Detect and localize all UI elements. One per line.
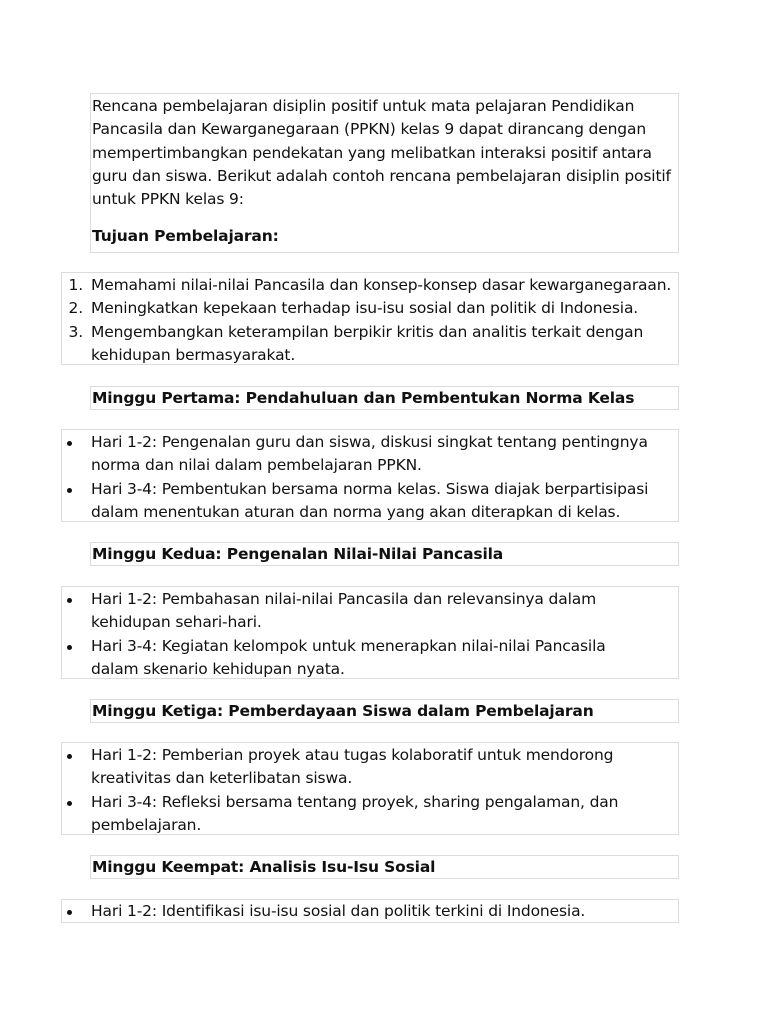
- week-3-heading: [90, 699, 679, 723]
- bullet-icon: [67, 754, 72, 759]
- list-item: 1. Memahami nilai-nilai Pancasila dan konsep-konsep dasar kewarganegaraan.: [68, 276, 672, 294]
- week-1-heading: [90, 386, 679, 410]
- section-heading: Minggu Pertama: Pendahuluan dan Pembentukan Norma Kelas: [92, 389, 635, 407]
- intro-section: [90, 93, 679, 253]
- section-heading: Minggu Ketiga: Pemberdayaan Siswa dalam Pembelajaran: [92, 702, 594, 720]
- week-2-list: [61, 586, 679, 679]
- list-item: Hari 1-2: Identifikasi isu-isu sosial dan politik terkini di Indonesia.: [62, 900, 678, 923]
- list-item: Hari 1-2: Pemberian proyek atau tugas kolaboratif untuk mendorong kreativitas dan keterlibatan siswa.: [62, 744, 678, 791]
- list-item: Hari 3-4: Refleksi bersama tentang proyek, sharing pengalaman, dan pembelajaran.: [62, 791, 678, 838]
- week-2-heading: [90, 542, 679, 566]
- week-4-list: [61, 899, 679, 923]
- bullet-icon: [67, 645, 72, 650]
- bullet-icon: [67, 488, 72, 493]
- list-item: Hari 1-2: Pembahasan nilai-nilai Pancasila dan relevansinya dalam kehidupan sehari-hari.: [62, 588, 678, 635]
- list-item: Hari 3-4: Kegiatan kelompok untuk menerapkan nilai-nilai Pancasila dalam skenario kehidupan nyata.: [62, 635, 678, 682]
- goals-list: [61, 272, 679, 365]
- week-3-list: [61, 742, 679, 835]
- list-item: Hari 1-2: Pengenalan guru dan siswa, diskusi singkat tentang pentingnya norma dan nilai dalam pembelajaran PPKN.: [62, 431, 678, 478]
- list-item: 2. Meningkatkan kepekaan terhadap isu-isu sosial dan politik di Indonesia.: [68, 299, 639, 318]
- bullet-icon: [67, 441, 72, 446]
- goals-heading: Tujuan Pembelajaran:: [92, 227, 279, 246]
- bullet-icon: [67, 801, 72, 806]
- week-1-list: [61, 429, 679, 522]
- week-4-heading: [90, 855, 679, 879]
- list-item: Hari 3-4: Pembentukan bersama norma kelas. Siswa diajak berpartisipasi dalam menentukan aturan dan norma yang akan diterapkan di kelas.: [62, 478, 678, 525]
- section-heading: Minggu Keempat: Analisis Isu-Isu Sosial: [92, 858, 436, 876]
- section-heading: Minggu Kedua: Pengenalan Nilai-Nilai Pancasila: [92, 545, 504, 563]
- list-item: 3. Mengembangkan keterampilan berpikir kritis dan analitis terkait dengan kehidupan bermasyarakat.: [68, 322, 644, 364]
- bullet-icon: [67, 910, 72, 915]
- intro-paragraph: Rencana pembelajaran disiplin positif untuk mata pelajaran Pendidikan Pancasila dan Kewarganegaraan (PPKN) kelas 9 dapat dirancang dengan mempertimbangkan pendekatan yang melibatkan interaksi positif antara guru dan siswa. Berikut adalah contoh rencana pembelajaran disiplin positif untuk PPKN kelas 9:: [92, 97, 671, 209]
- bullet-icon: [67, 598, 72, 603]
